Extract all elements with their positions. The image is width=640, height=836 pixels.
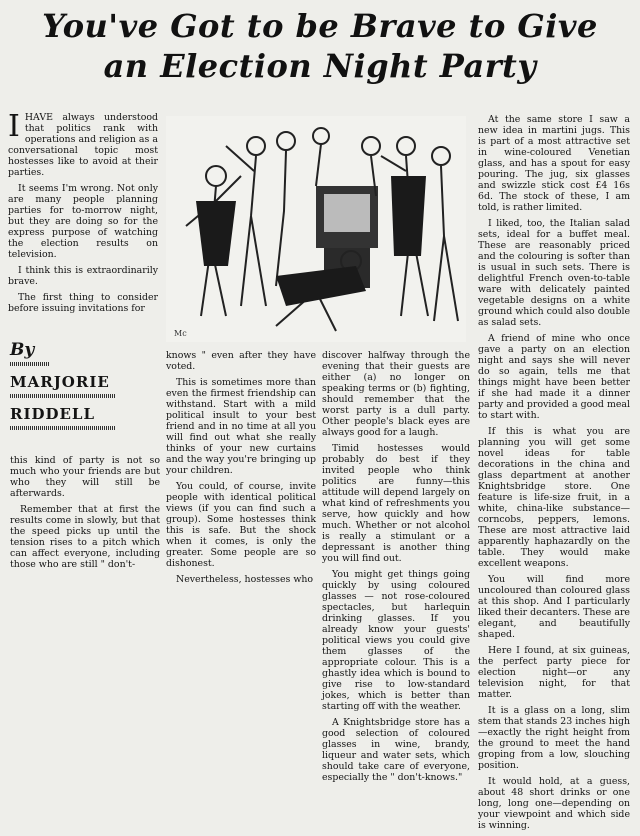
headline-line-1: You've Got to be Brave to Give xyxy=(42,7,598,45)
rule xyxy=(10,394,115,398)
author-first-name: MARJORIE xyxy=(10,373,110,391)
column-1-bottom xyxy=(10,455,160,575)
paragraph: At the same store I saw a new idea in martini jugs. This is part of a most attractive set in wine-coloured Venetian glass, and has a spout for easy pouring. The jug, six glasses and swizzle stick cost £4 16s 6d. The stock of these, I am told, is rather limited. xyxy=(478,114,630,213)
paragraph: This is sometimes more than even the firmest friendship can withstand. Start with a mild political insult to your best friend and in no time at all you will find out what she really thinks of your new curtains and the way you're bringing up your children. xyxy=(166,377,316,476)
headline xyxy=(0,6,640,86)
paragraph: It seems I'm wrong. Not only are many people planning parties for to-morrow night, but they are doing so for the express purpose of watching the election results on television. xyxy=(8,183,158,260)
column-2 xyxy=(166,350,316,590)
paragraph: A Knightsbridge store has a good selection of coloured glasses in wine, brandy, liqueur and water sets, which should take care of everyone, especially the " don't-knows." xyxy=(322,717,470,783)
paragraph: Remember that at first the results come in slowly, but that the speed picks up until the tension rises to a pitch which can affect everyone, including those who are still " don't- xyxy=(10,504,160,570)
column-1-top xyxy=(8,109,158,319)
party-crowd-icon xyxy=(166,116,466,342)
drop-cap: I xyxy=(8,109,20,144)
paragraph: It is a glass on a long, slim stem that stands 23 inches high —exactly the right height from the ground to meet the hand groping from a low, slouching position. xyxy=(478,705,630,771)
paragraph: Here I found, at six guineas, the perfect party piece for election night—or any television night, for that matter. xyxy=(478,645,630,700)
paragraph: Nevertheless, hostesses who xyxy=(176,574,314,585)
headline-line-2: an Election Night Party xyxy=(103,47,537,85)
paragraph-text: HAVE always understood that politics rank with operations and religion as a conversational topic most hostesses like to avoid at their parties. xyxy=(8,112,158,178)
paragraph: It would hold, at a guess, about 48 short drinks or one long, long one—depending on your viewpoint and which side is winning. xyxy=(478,776,630,831)
paragraph: A friend of mine who once gave a party on an election night and says she will never do so again, tells me that things might have been better if she had made it a dinner party and provided a good meal to start with. xyxy=(478,333,630,421)
paragraph xyxy=(8,109,158,178)
paragraph: You could, of course, invite people with identical political views (if you can find such a group). Some hostesses think this is safe. But the shock when it comes, is only the greater. Some people are so dishonest. xyxy=(166,481,316,569)
column-3 xyxy=(322,350,470,788)
paragraph: You will find more uncoloured than coloured glass at this shop. And I particularly liked their decanters. These are elegant, and beautifully shaped. xyxy=(478,574,630,640)
paragraph: The first thing to consider before issuing invitations for xyxy=(8,292,158,314)
paragraph: this kind of party is not so much who your friends are but who they will still be afterwards. xyxy=(10,455,160,499)
paragraph: You might get things going quickly by using coloured glasses — not rose-coloured spectacles, but harlequin drinking glasses. If you already know your guests' political views you could give them glasses of the appropriate colour. This is a ghastly idea which is bound to give rise to low-standard jokes, which is better than starting off with the weather. xyxy=(322,569,470,712)
rule xyxy=(10,426,115,430)
author-last-name: RIDDELL xyxy=(10,405,96,423)
rule xyxy=(10,362,50,366)
paragraph: I think this is extraordinarily brave. xyxy=(8,265,158,287)
column-4 xyxy=(478,114,630,836)
byline-by: By xyxy=(10,340,35,360)
party-illustration xyxy=(166,116,466,342)
paragraph: Timid hostesses would probably do best if they invited people who think politics are funny—this attitude will depend largely on what kind of refreshments you serve, how quickly and how much. Whether or not alcohol is really a stimulant or a depressant is another thing you will find out. xyxy=(322,443,470,564)
byline xyxy=(10,340,160,436)
paragraph: If this is what you are planning you will get some novel ideas for table decorations in the china and glass department at another Knightsbridge store. One feature is life-size fruit, in a white, china-like substance—corncobs, peppers, lemons. These are most attractive laid apparently haphazardly on the table. They would make excellent weapons. xyxy=(478,426,630,569)
paragraph: discover halfway through the evening that their guests are either (a) no longer on speaking terms or (b) fighting, should remember that the worst party is a dull party. Other people's black eyes are always good for a laugh. xyxy=(322,350,470,438)
illustration-signature: Mc xyxy=(174,329,187,338)
paragraph: I liked, too, the Italian salad sets, ideal for a buffet meal. These are reasonably priced and the colouring is softer than is usual in such sets. There is delightful French oven-to-table ware with delicately painted vegetable designs on a white ground which could also double as salad sets. xyxy=(478,218,630,328)
paragraph: knows " even after they have voted. xyxy=(166,350,316,372)
